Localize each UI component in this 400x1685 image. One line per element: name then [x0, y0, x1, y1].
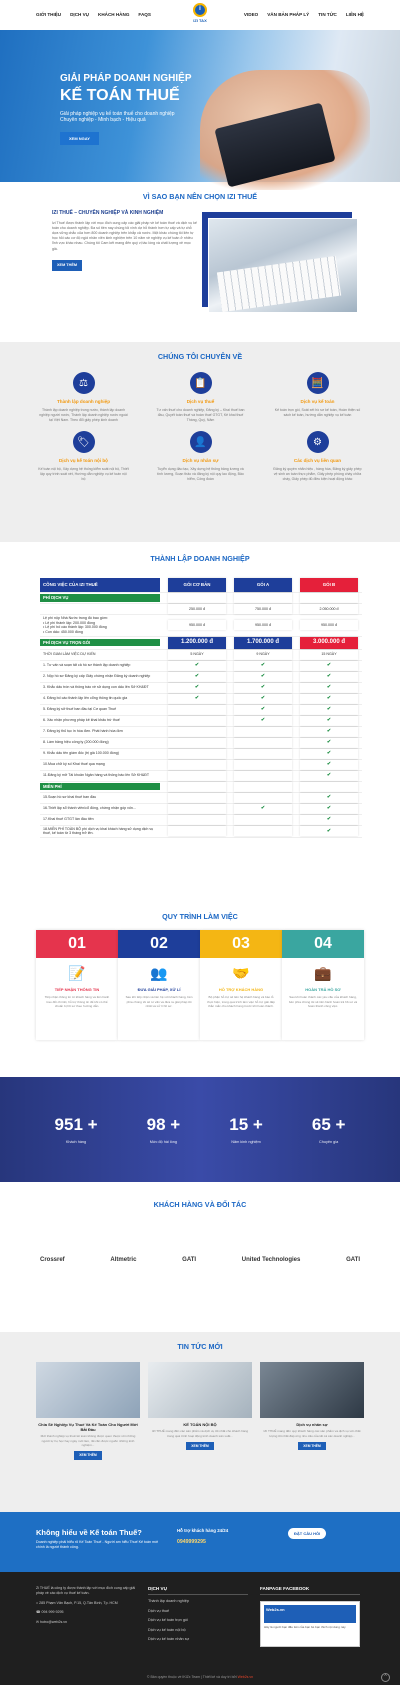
step-description: Tiếp nhận thông tin từ khách hàng và liên hành trao đổi chi tiết, hỗ trợ thông tin để khi có thể chuẩn bị hồ sơ theo hướng dẫn.	[44, 995, 110, 1009]
table-cell	[168, 694, 226, 704]
check-icon: ✔	[326, 673, 332, 680]
news-card[interactable]	[260, 1362, 364, 1460]
step-description: Sau khi tiếp nhận và liên hệ với khách hàng, bên phía chúng tôi sẽ tư vấn và đưa ra giải pháp tối nhất và xử lí hồ sơ.	[125, 995, 193, 1009]
process-step	[36, 930, 118, 1040]
service-icon: 📋	[190, 372, 212, 394]
service-icon: 🧮	[307, 372, 329, 394]
hotline-label: Hỗ trợ khách hàng 24/24	[177, 1528, 229, 1533]
footer-address-text: 285 Phạm Văn Bạch, P.15, Q.Tân Bình, Tp. HCM	[39, 1600, 118, 1605]
table-cell	[300, 661, 358, 671]
row-label: 15.Soạn hồ sơ khai thuế ban đầu	[43, 795, 97, 800]
table-cell	[234, 826, 292, 836]
news-thumbnail[interactable]	[36, 1362, 140, 1418]
service-name[interactable]: Thành lập doanh nghiệp	[56, 399, 111, 404]
nav-item[interactable]: LIÊN HỆ	[345, 12, 364, 18]
footer-service-link[interactable]: Dịch vụ kế toán nhân sự	[148, 1637, 190, 1642]
specialty-title: CHÚNG TÔI CHUYÊN VỀ	[157, 352, 243, 361]
row-label: 16.Thiết lập sổ thành viên/cổ đông, chứng nhận góp vốn...	[43, 806, 136, 811]
footer-services-title: DỊCH VỤ	[148, 1586, 248, 1595]
table-cell	[234, 771, 292, 781]
partners-section	[0, 1182, 400, 1332]
logo[interactable]	[193, 3, 207, 23]
facebook-widget-text: Hãy là người bạn đầu tiên của bạn bè bạn thích nội dung này.	[264, 1624, 347, 1629]
service-description: Kế toán trọn gói, Soát xét hồ sơ kế toán, Hoàn thiện số sách kế toán, hướng dẫn nghiệp vụ kế toán	[274, 407, 361, 418]
table-cell	[234, 815, 292, 825]
nav-item[interactable]: VĂN BẢN PHÁP LÝ	[267, 12, 310, 18]
table-cell	[168, 705, 226, 715]
row-label: 1. Tư vấn và soạn tất cả hồ sơ thành lập doanh nghiệp	[43, 663, 131, 668]
logo-text: IZI TAX	[193, 18, 207, 23]
check-icon: ✔	[260, 695, 266, 702]
row-label: 10.Mua chữ ký số Khai thuế qua mạng	[43, 762, 105, 767]
news-thumbnail[interactable]	[260, 1362, 364, 1418]
row-label: 6. Xác nhận phương pháp kê khai khấu trừ thuế	[43, 718, 120, 723]
why-image	[208, 218, 358, 313]
table-cell	[234, 672, 292, 682]
check-icon: ✔	[326, 794, 332, 801]
stat-number: 15 +	[229, 1114, 263, 1134]
table-cell	[234, 760, 292, 770]
row-label: MIỄN PHÍ	[40, 783, 160, 790]
table-cell	[300, 716, 358, 726]
gov-fee-row	[40, 615, 362, 637]
pricing-title: THÀNH LẬP DOANH NGHIỆP	[150, 554, 250, 563]
table-cell: GÓI A	[234, 578, 292, 592]
why-heading: IZI THUẾ – CHUYÊN NGHIỆP VÀ KINH NGHIỆM	[52, 210, 164, 216]
footer-about	[36, 1586, 136, 1625]
stat-item	[147, 1114, 181, 1145]
check-icon: ✔	[194, 673, 200, 680]
hero-description: Giải pháp nghiệp vụ kế toán thuế cho doanh nghiệp Chuyên nghiệp - Minh bạch - Hiệu quả	[60, 110, 175, 124]
table-cell: 250.000 đ	[168, 604, 226, 614]
row-label: 4. Đăng bố cáo thành lập lên cổng thông tin quốc gia	[43, 696, 128, 701]
check-icon: ✔	[326, 728, 332, 735]
stat-item	[312, 1114, 346, 1145]
check-icon: ✔	[326, 750, 332, 757]
process-step	[118, 930, 200, 1040]
news-more-button[interactable]: XEM THÊM	[74, 1451, 101, 1459]
time-row	[40, 650, 362, 661]
table-cell	[234, 804, 292, 814]
table-cell: 3.000.000 đ	[300, 637, 358, 649]
check-icon: ✔	[194, 695, 200, 702]
row-label: PHÍ DỊCH VỤ TRỌN GÓI	[40, 639, 160, 646]
table-cell	[234, 749, 292, 759]
table-cell	[300, 727, 358, 737]
hero-title: GIẢI PHÁP DOANH NGHIỆP	[60, 73, 192, 84]
task-row	[40, 672, 362, 683]
news-thumbnail[interactable]	[148, 1362, 252, 1418]
step-icon: 👥	[150, 965, 168, 981]
cta-description: Doanh nghiệp phải hiểu rõ Kế Toán Thuế - Người am hiểu Thuế Kế toán mới chính là người thành công.	[36, 1540, 159, 1550]
footer	[0, 1572, 400, 1685]
step-name: HOÀN TRẢ HỒ SƠ	[305, 987, 341, 993]
service-description: Kế toán nội bộ, Xây dựng hệ thống kiểm soát nội bộ, Thiết lập quy trình soát xét, Hướng dẫn nghiệp vụ kế toán nội bộ	[38, 467, 129, 482]
table-cell	[234, 661, 292, 671]
footer-service-link[interactable]: Dịch vụ kế toán nội bộ	[148, 1627, 186, 1632]
table-cell	[300, 738, 358, 748]
table-cell	[300, 804, 358, 814]
row-label: 5. Đăng ký sở thuế ban đầu tại Cơ quan Thuế	[43, 707, 117, 712]
service-name[interactable]: Dịch vụ thuế	[186, 399, 215, 404]
partner-logo[interactable]: GATI	[182, 1257, 197, 1263]
table-cell	[168, 716, 226, 726]
footer-service-link[interactable]: Dịch vụ thuế	[148, 1608, 170, 1613]
table-cell: GÓI B	[300, 578, 358, 592]
partner-logo[interactable]: United Technologies	[241, 1257, 301, 1263]
table-cell	[168, 749, 226, 759]
why-text	[52, 210, 197, 271]
table-cell	[300, 593, 358, 603]
table-cell: 950.000 đ	[168, 620, 226, 630]
partner-logo[interactable]: Altmetric	[110, 1257, 137, 1263]
copyright-text: © Bản quyền thuộc về IKIZx Team | Thiết kế và duy trì bởi	[146, 1675, 237, 1680]
stat-label: Chuyên gia	[319, 1140, 339, 1145]
hotline-number[interactable]: 0949999295	[177, 1539, 206, 1545]
partners-title: KHÁCH HÀNG VÀ ĐỐI TÁC	[153, 1200, 247, 1209]
news-more-button[interactable]: XEM THÊM	[186, 1442, 213, 1450]
footer-email-text[interactable]: hotro@web2s.vn	[40, 1619, 68, 1624]
check-icon: ✔	[326, 816, 332, 823]
footer-fanpage	[260, 1586, 360, 1647]
step-icon: 📝	[68, 965, 86, 981]
why-body: Izi Thuế được thành lập với mục đích cung cấp các giải pháp về kế toán thuế và dịch vụ kế toán cho doanh nghiệp. Đa số tiền nay chúng tôi vinh dự hỗ thành hơn tự cấp và tự chỗ dựa vững chắc của hơn 800 doanh nghiệp trên khắp cả nước. Một khác chúng tôi liên tự học hỏi các cơ độ ngồi nhân viên kinh nghiệm trên 10 năm về nghiệp vụ kế toán ở nhiều lĩnh vực khác nhau. Chúng tôi Cam kết mang đến quý vị tác lòng và chất lượng xẻ mọc giá.	[52, 220, 197, 251]
step-number: 04	[282, 930, 364, 958]
step-number: 03	[200, 930, 282, 958]
stats-band	[0, 1077, 400, 1182]
table-cell	[234, 694, 292, 704]
table-header	[40, 578, 362, 593]
table-cell	[300, 672, 358, 682]
fanpage-title: FANPAGE FACEBOOK	[260, 1586, 360, 1595]
copyright	[0, 1675, 400, 1680]
table-cell: 950.000 đ	[234, 620, 292, 630]
check-icon: ✔	[326, 695, 332, 702]
table-cell	[168, 771, 226, 781]
step-description: Sau khi hoàn thành các yêu cầu của khách hàng, bên phía chúng tôi sẽ tiến hành hoàn trả hồ sơ và hoàn thành công việc.	[288, 995, 358, 1009]
table-cell	[300, 694, 358, 704]
process-step	[200, 930, 282, 1040]
row-label: 11.Đăng ký mở Tài khoản Ngân hàng và thông báo lên Sở KH&ĐT	[43, 773, 150, 778]
service-icon: 🏷	[73, 431, 95, 453]
check-icon: ✔	[326, 684, 332, 691]
specialty-grid	[28, 372, 373, 482]
process-title: QUY TRÌNH LÀM VIỆC	[162, 912, 238, 921]
check-icon: ✔	[260, 706, 266, 713]
table-cell	[300, 683, 358, 693]
table-cell: 2.050.000 đ	[300, 604, 358, 614]
news-more-button[interactable]: XEM THÊM	[298, 1442, 325, 1450]
row-label: 8. Làm bảng hiệu công ty (200.000 đồng)	[43, 740, 109, 745]
table-cell	[168, 815, 226, 825]
step-icon: 💼	[314, 965, 332, 981]
specialty-item[interactable]	[262, 372, 373, 423]
check-icon: ✔	[326, 662, 332, 669]
table-cell: 9 NGÀY	[234, 650, 292, 660]
check-icon: ✔	[260, 673, 266, 680]
service-name[interactable]: Dịch vụ kế toán nội bộ	[58, 458, 108, 464]
stat-number: 65 +	[311, 1114, 346, 1134]
check-icon: ✔	[326, 772, 332, 779]
section-row	[40, 593, 362, 604]
stat-number: 98 +	[146, 1114, 181, 1134]
row-label	[40, 608, 160, 610]
check-icon: ✔	[326, 761, 332, 768]
task-row	[40, 738, 362, 749]
cta-band	[0, 1512, 400, 1572]
specialty-item[interactable]	[262, 431, 373, 482]
table-cell	[300, 826, 358, 836]
service-description: Thành lập doanh nghiệp trong nước, thành lập doanh nghiệp người nước, Thành lập doanh nghiệp nước ngoài tại Việt Nam. Theo đổi giấy phép kinh doanh	[39, 407, 128, 423]
table-cell	[234, 782, 292, 792]
step-name: ĐƯA GIẢI PHÁP, XỬ LÍ	[137, 987, 181, 993]
service-description: Tư vấn thuế cho doanh nghiệp, Đăng ký – Khai thuế ban đầu, Quyết toán thuế và hoàn thuế GTGT, Kê khai thuế Tháng, Quý, Năm	[156, 407, 245, 423]
nav-item[interactable]: TIN TỨC	[318, 12, 337, 18]
footer-phone: ☎ 094 999 9295	[36, 1610, 64, 1615]
table-cell	[234, 683, 292, 693]
check-icon: ✔	[326, 805, 332, 812]
check-icon: ✔	[326, 706, 332, 713]
task-row	[40, 694, 362, 705]
fee-row	[40, 604, 362, 615]
check-icon: ✔	[260, 717, 266, 724]
table-cell	[234, 705, 292, 715]
check-icon: ✔	[194, 662, 200, 669]
check-icon: ✔	[326, 717, 332, 724]
task-row	[40, 760, 362, 771]
news-grid	[36, 1362, 364, 1460]
task-row	[40, 771, 362, 782]
table-cell: 750.000 đ	[234, 604, 292, 614]
service-icon: 👤	[190, 431, 212, 453]
section-row	[40, 782, 362, 793]
step-name: HỖ TRỢ KHÁCH HÀNG	[218, 987, 264, 993]
table-cell	[168, 593, 226, 603]
pricing-table	[40, 578, 362, 838]
check-icon: ✔	[326, 739, 332, 746]
stat-number: 951 +	[54, 1114, 98, 1134]
table-cell	[168, 738, 226, 748]
service-description: Đăng ký quyền nhãn hiệu , hàng hóa, Đăng ký giấy phép vệ sinh an toàn thực phẩm, Giấy phép phòng cháy chữa cháy, Giấy phép đủ điều kiện hoạt động khác	[273, 467, 362, 482]
nav-left	[36, 12, 151, 18]
task-row	[40, 826, 362, 838]
footer-address: ⌂ 285 Phạm Văn Bạch, P.15, Q.Tân Bình, Tp. HCM	[36, 1600, 118, 1605]
ask-question-button[interactable]: ĐẶT CÂU HỎI	[288, 1528, 326, 1539]
logo-mark: i	[193, 3, 207, 17]
task-row	[40, 793, 362, 804]
stat-label: Mức độ hài lòng	[149, 1140, 178, 1145]
news-card[interactable]	[148, 1362, 252, 1460]
table-cell	[168, 826, 226, 836]
table-cell	[234, 593, 292, 603]
news-title: TIN TỨC MỚI	[177, 1342, 223, 1351]
why-section	[0, 182, 400, 342]
table-cell: 950.000 đ	[300, 620, 358, 630]
partner-logos	[40, 1257, 360, 1265]
service-name[interactable]: Dịch vụ kế toán	[300, 399, 335, 404]
news-title[interactable]: Dịch vụ nhân sự	[296, 1422, 328, 1427]
row-label: 17.Khai thuế GTGT lần đầu tiên	[43, 817, 94, 822]
table-cell	[300, 771, 358, 781]
table-cell	[168, 804, 226, 814]
stat-label: Năm kinh nghiệm	[231, 1140, 261, 1145]
news-title[interactable]: Chia Sẻ Nghiệp Vụ Thuế Và Kế Toán Cho Người Mới Bắt Đầu	[38, 1422, 138, 1433]
service-name[interactable]: Các dịch vụ liên quan	[293, 458, 342, 464]
check-icon: ✔	[260, 684, 266, 691]
service-icon: ⚖	[73, 372, 95, 394]
nav-item[interactable]: DỊCH VỤ	[70, 12, 89, 18]
table-cell	[168, 683, 226, 693]
footer-email: ✉ hotro@web2s.vn	[36, 1619, 68, 1624]
footer-about-text: Zi THUẾ là công ty được thành lập với mục đích cung cấp giải pháp về các dịch vụ thuế kế toán.	[36, 1586, 136, 1596]
step-name: TIẾP NHẬN THÔNG TIN	[54, 987, 100, 993]
stat-item	[229, 1114, 263, 1145]
row-label: 2. Nộp hồ sơ Đăng ký cấp Giấy chứng nhận Đăng ký doanh nghiệp	[43, 674, 151, 679]
partner-logo[interactable]: Crossref	[40, 1257, 65, 1263]
row-label: 9. Khắc dấu tên giám đốc (trị giá 100.000 đồng)	[43, 751, 119, 756]
table-cell	[300, 793, 358, 803]
table-cell	[234, 738, 292, 748]
stat-label: Khách hàng	[65, 1140, 87, 1145]
check-icon: ✔	[260, 805, 266, 812]
task-row	[40, 716, 362, 727]
task-row	[40, 727, 362, 738]
news-excerpt: Mới thành nghiệp vụ thuế kế toán không được quen thuộc với những người tự họ học hay ngày mới làm, rất cần được nguồn những kinh nghiệm...	[40, 1434, 136, 1448]
step-description: Bộ phận hỗ trợ sẽ liên hệ khách hàng và báo lỗ thực hiện, trong quá trình làm việc hỗ trợ giải đáp thắc mắc cho khách hàng trước khi hoàn thành.	[207, 995, 275, 1009]
task-row	[40, 815, 362, 826]
check-icon: ✔	[260, 662, 266, 669]
table-cell	[168, 782, 226, 792]
task-row	[40, 683, 362, 694]
hero-text	[60, 72, 192, 145]
partner-logo[interactable]: GATI	[346, 1257, 360, 1263]
step-number: 02	[118, 930, 200, 958]
table-cell	[234, 716, 292, 726]
facebook-page-name[interactable]: Web2s.vn	[264, 1605, 356, 1623]
table-cell	[168, 793, 226, 803]
copyright-link[interactable]: Web2s.vn	[237, 1675, 254, 1680]
nav-item[interactable]: VIDEO	[243, 12, 259, 18]
table-cell	[300, 705, 358, 715]
table-cell	[168, 727, 226, 737]
footer-phone-text: 094 999 9295	[41, 1610, 64, 1615]
table-cell: GÓI CƠ BẢN	[168, 578, 226, 592]
specialty-section	[0, 342, 400, 542]
table-cell	[300, 815, 358, 825]
table-cell: 15 NGÀY	[300, 650, 358, 660]
task-row	[40, 804, 362, 815]
task-row	[40, 661, 362, 672]
nav-item[interactable]: KHÁCH HÀNG	[98, 12, 130, 18]
check-icon: ✔	[326, 828, 332, 835]
table-cell	[300, 782, 358, 792]
footer-service-link[interactable]: Dịch vụ kế toán trọn gói	[148, 1618, 188, 1623]
table-cell	[300, 749, 358, 759]
footer-service-link[interactable]: Thành lập doanh nghiệp	[148, 1599, 189, 1604]
facebook-widget[interactable]	[260, 1601, 360, 1647]
table-cell	[168, 661, 226, 671]
hero-cta-button[interactable]: XEM NGAY	[60, 132, 99, 145]
keyboard-image	[217, 256, 341, 312]
table-cell: 1.200.000 đ	[168, 637, 226, 649]
news-excerpt: IZI THUẾ mang đến quý khách hàng các sản phẩm và dịch vụ với chất lượng tốt nhất đáp ứng nhu cầu của tất cả các doanh nghiệp...	[263, 1429, 361, 1438]
nav-item[interactable]: FAQS	[138, 12, 151, 18]
process-step	[282, 930, 364, 1040]
footer-services	[148, 1586, 248, 1642]
why-more-button[interactable]: XEM THÊM	[52, 260, 82, 271]
row-label: Lệ phí nộp Nhà Nước trong đó bao gồm: • Lệ phí thành lập: 200.000 đồng • Lệ phí bố cáo thành lập: 300.000 đồng • Con dấu: 450.000 đồng	[43, 616, 108, 635]
table-cell	[234, 793, 292, 803]
total-row	[40, 637, 362, 650]
row-label: 18.MIỄN PHÍ TOÀN BỘ phí dịch vụ khai khách hàng sử dụng dịch vụ thuế, kế toán từ 3 tháng trở lên.	[43, 826, 154, 836]
specialty-item[interactable]	[28, 372, 139, 423]
hero-banner	[0, 30, 400, 182]
table-cell	[300, 760, 358, 770]
table-cell	[168, 672, 226, 682]
step-number: 01	[36, 930, 118, 958]
stat-item	[55, 1114, 98, 1145]
table-cell: 1.700.000 đ	[234, 637, 292, 649]
hero-subtitle: KẾ TOÁN THUẾ	[60, 87, 180, 104]
news-section	[0, 1332, 400, 1512]
row-label: CÔNG VIỆC CỦA IZI THUẾ	[40, 578, 160, 592]
cta-title: Không hiểu về Kế toán Thuế?	[36, 1528, 142, 1537]
nav-item[interactable]: GIỚI THIỆU	[36, 12, 62, 18]
task-row	[40, 705, 362, 716]
process-section	[0, 902, 400, 1077]
why-title: VÌ SAO BẠN NÊN CHỌN IZI THUẾ	[142, 192, 258, 201]
table-cell	[234, 727, 292, 737]
service-name[interactable]: Dịch vụ nhân sự	[182, 458, 219, 464]
row-label: 7. Đăng ký thủ tục in hóa đơn. Phát hành hóa đơn	[43, 729, 123, 734]
service-icon: ⚙	[307, 431, 329, 453]
news-excerpt: IZI THUẾ mang đến các sản phẩm và dịch vụ tốt nhất cho khách hàng trong quá trình hoạt động kinh doanh sản xuất...	[151, 1429, 249, 1438]
row-label: PHÍ DỊCH VỤ	[40, 594, 160, 601]
step-icon: 🤝	[232, 965, 250, 981]
back-to-top-icon[interactable]: ^	[381, 1673, 390, 1682]
specialty-item[interactable]	[145, 372, 256, 423]
table-cell: 5 NGÀY	[168, 650, 226, 660]
news-title[interactable]: KẾ TOÁN NỘI BỘ	[183, 1422, 217, 1427]
check-icon: ✔	[194, 684, 200, 691]
process-grid	[36, 930, 364, 1040]
pricing-section	[0, 542, 400, 902]
specialty-item[interactable]	[145, 431, 256, 482]
news-card[interactable]	[36, 1362, 140, 1460]
table-cell	[168, 760, 226, 770]
nav-right	[244, 12, 364, 18]
specialty-item[interactable]	[28, 431, 139, 482]
footer-service-list	[148, 1599, 248, 1642]
task-row	[40, 749, 362, 760]
top-nav	[0, 0, 400, 30]
row-label: THỜI GIAN LÀM VIỆC DỰ KIẾN	[43, 652, 96, 657]
row-label: 3. Khắc dấu tròn và thông báo về sử dụng con dấu lên Sở KH&ĐT	[43, 685, 149, 690]
service-description: Tuyển dụng đào tạo, Xây dựng hệ thống bảng lương và tính lương, Soạn thảo và đăng ký nội quy lao động, Bảo hiểm, Công đoàn	[157, 467, 244, 482]
